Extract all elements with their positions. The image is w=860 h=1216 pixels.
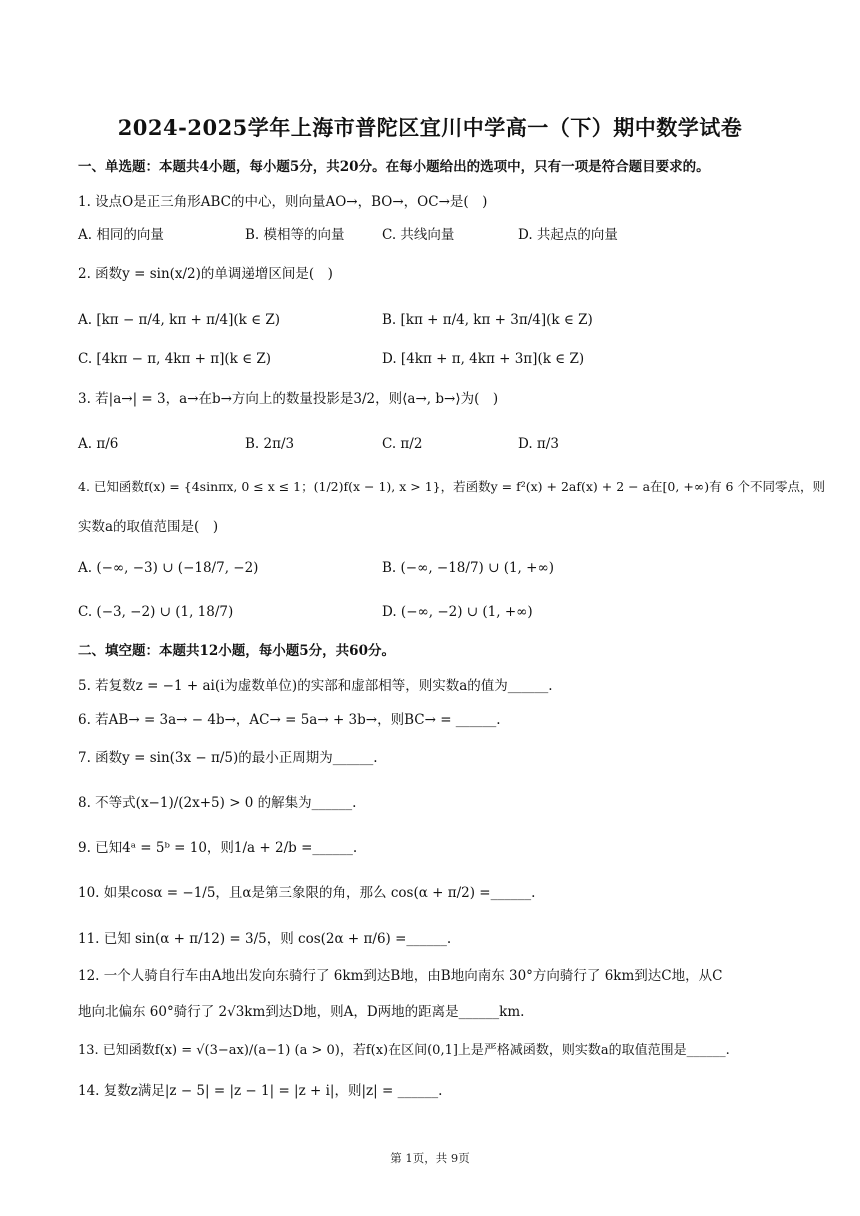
question-1-option-d: D. 共起点的向量: [518, 227, 618, 243]
question-4-option-c: C. (−3, −2) ∪ (1, 18/7): [78, 604, 234, 620]
question-3-stem: 3. 若|a→| = 3，a→在b→方向上的数量投影是3/2，则⟨a→, b→⟩为( ): [78, 391, 499, 407]
question-3-option-d: D. π/3: [518, 436, 559, 452]
question-2-stem: 2. 函数y = sin(x/2)的单调递增区间是( ): [78, 266, 333, 282]
question-9: 9. 已知4ᵃ = 5ᵇ = 10，则1/a + 2/b =______.: [78, 840, 358, 856]
question-10: 10. 如果cosα = −1/5，且α是第三象限的角，那么 cos(α + π/2) =______.: [78, 885, 536, 901]
question-1-stem: 1. 设点O是正三角形ABC的中心，则向量AO→，BO→，OC→是( ): [78, 194, 488, 210]
question-4-option-d: D. (−∞, −2) ∪ (1, +∞): [382, 604, 533, 620]
page-footer: 第 1页，共 9页: [390, 1151, 470, 1165]
question-4-option-a: A. (−∞, −3) ∪ (−18/7, −2): [78, 560, 259, 576]
question-8: 8. 不等式(x−1)/(2x+5) > 0 的解集为______.: [78, 795, 357, 811]
question-14: 14. 复数z满足|z − 5| = |z − 1| = |z + i|，则|z| = ______.: [78, 1083, 443, 1099]
question-1-option-b: B. 模相等的向量: [245, 227, 345, 243]
question-3-option-b: B. 2π/3: [245, 436, 295, 452]
question-5: 5. 若复数z = −1 + ai(i为虚数单位)的实部和虚部相等，则实数a的值为______.: [78, 678, 553, 694]
question-4-option-b: B. (−∞, −18/7) ∪ (1, +∞): [382, 560, 554, 576]
question-1-option-c: C. 共线向量: [382, 227, 455, 243]
question-11: 11. 已知 sin(α + π/12) = 3/5，则 cos(2α + π/6) =______.: [78, 931, 452, 947]
question-2-option-c: C. [4kπ − π, 4kπ + π](k ∈ Z): [78, 351, 272, 367]
question-6: 6. 若AB→ = 3a→ − 4b→，AC→ = 5a→ + 3b→，则BC→ = ______.: [78, 712, 501, 728]
section-fill-blank-header: 二、填空题：本题共12小题，每小题5分，共60分。: [78, 643, 395, 659]
question-2-option-d: D. [4kπ + π, 4kπ + 3π](k ∈ Z): [382, 351, 585, 367]
section-single-choice-header: 一、单选题：本题共4小题，每小题5分，共20分。在每小题给出的选项中，只有一项是符合题目要求的。: [78, 159, 710, 175]
question-3-option-a: A. π/6: [78, 436, 119, 452]
exam-title: 2024-2025学年上海市普陀区宜川中学高一（下）期中数学试卷: [117, 115, 743, 140]
question-13: 13. 已知函数f(x) = √(3−ax)/(a−1) (a > 0)，若f(x)在区间(0,1]上是严格减函数，则实数a的取值范围是______.: [78, 1043, 730, 1058]
question-2-option-a: A. [kπ − π/4, kπ + π/4](k ∈ Z): [78, 312, 281, 328]
question-12-line2: 地向北偏东 60°骑行了 2√3km到达D地，则A，D两地的距离是______km.: [78, 1004, 525, 1020]
question-1-option-a: A. 相同的向量: [78, 227, 164, 243]
question-12-line1: 12. 一个人骑自行车由A地出发向东骑行了 6km到达B地，由B地向南东 30°方向骑行了 6km到达C地，从C: [78, 968, 723, 984]
question-2-option-b: B. [kπ + π/4, kπ + 3π/4](k ∈ Z): [382, 312, 593, 328]
question-7: 7. 函数y = sin(3x − π/5)的最小正周期为______.: [78, 750, 378, 766]
question-4-stem-line2: 实数a的取值范围是( ): [78, 519, 219, 535]
question-4-stem-line1: 4. 已知函数f(x) = {4sinπx, 0 ≤ x ≤ 1；(1/2)f(x − 1), x > 1}，若函数y = f²(x) + 2af(x) + 2 − a在[0, +∞)有 6 个不同零点，则: [78, 479, 825, 494]
question-3-option-c: C. π/2: [382, 436, 423, 452]
